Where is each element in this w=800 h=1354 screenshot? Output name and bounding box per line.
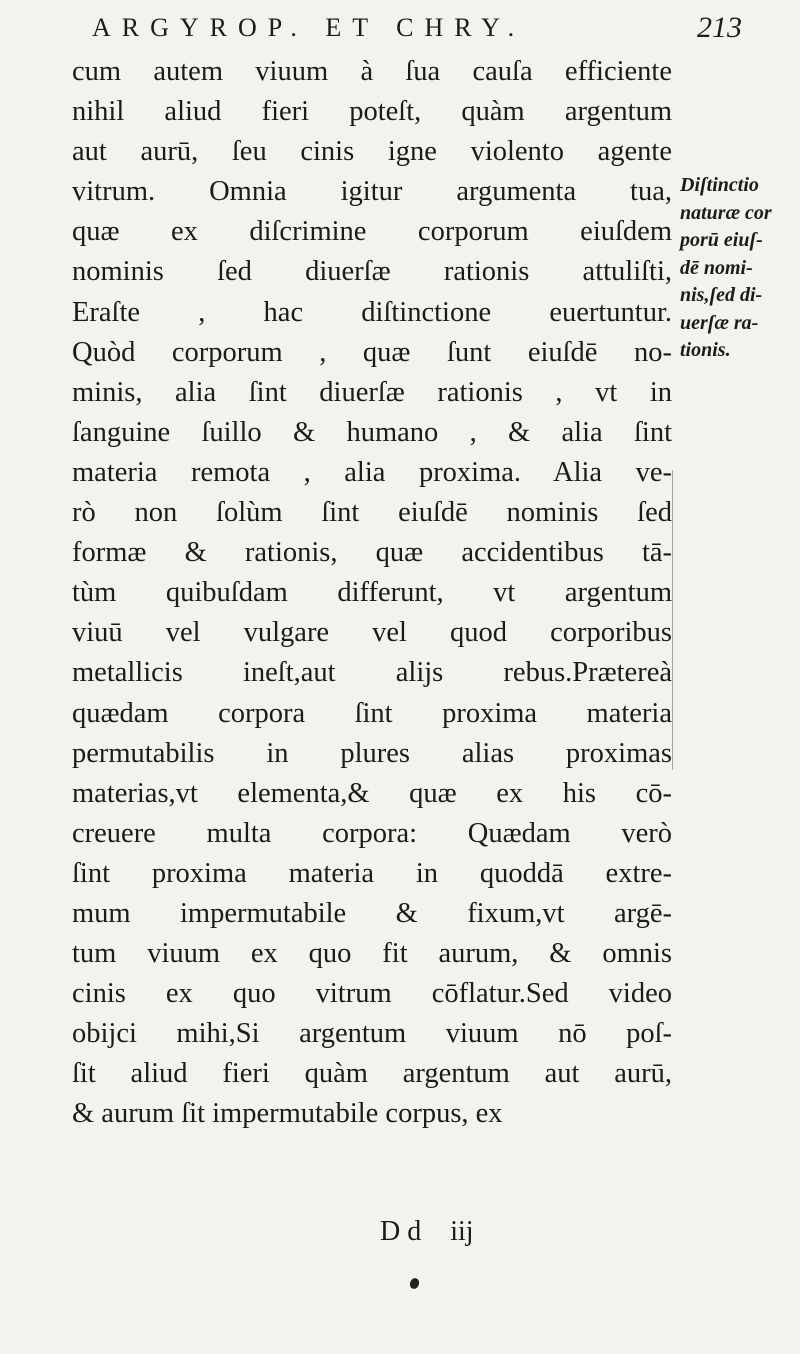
signature-catchword bbox=[380, 1212, 580, 1252]
body-text bbox=[72, 52, 672, 1135]
text-line: Eraſte , hac diſtinctione euertuntur. bbox=[72, 296, 672, 328]
text-line: nominis ſed diuerſæ rationis attuliſti, bbox=[72, 256, 672, 288]
text-line: ſint proxima materia in quoddā extre- bbox=[72, 857, 672, 889]
margin-note-line: dē nomi- bbox=[680, 256, 753, 279]
text-line: tùm quibuſdam differunt, vt argentum bbox=[72, 577, 672, 609]
ink-spot bbox=[408, 1277, 420, 1290]
signature-mark: D d bbox=[380, 1216, 422, 1247]
text-line: cinis ex quo vitrum cōflatur.Sed video bbox=[72, 978, 672, 1010]
text-line: materia remota , alia proxima. Alia ve- bbox=[72, 456, 672, 488]
leaf-number: iij bbox=[450, 1216, 474, 1247]
text-line: ſanguine ſuillo & humano , & alia ſint bbox=[72, 416, 672, 448]
text-line: ſit aliud fieri quàm argentum aut aurū, bbox=[72, 1058, 672, 1090]
margin-note-line: uerſæ ra- bbox=[680, 311, 759, 334]
text-line: rò non ſolùm ſint eiuſdē nominis ſed bbox=[72, 497, 672, 529]
text-line: aut aurū, ſeu cinis igne violento agente bbox=[72, 136, 672, 168]
margin-note bbox=[680, 172, 798, 365]
text-line: creuere multa corpora: Quædam verò bbox=[72, 817, 672, 849]
text-line: quædam corpora ſint proxima materia bbox=[72, 697, 672, 729]
text-line: formæ & rationis, quæ accidentibus tā- bbox=[72, 537, 672, 569]
margin-note-line: tionis. bbox=[680, 339, 731, 361]
margin-note-line: naturæ cor bbox=[680, 201, 772, 224]
text-line: materias,vt elementa,& quæ ex his cō- bbox=[72, 777, 672, 809]
text-line: nihil aliud fieri poteſt, quàm argentum bbox=[72, 96, 672, 128]
text-line: minis, alia ſint diuerſæ rationis , vt in bbox=[72, 376, 672, 408]
page-header bbox=[92, 10, 742, 50]
margin-note-line: porū eiuſ- bbox=[680, 229, 763, 251]
text-line: metallicis ineſt,aut alijs rebus.Prætereà bbox=[72, 657, 672, 689]
text-line: quæ ex diſcrimine corporum eiuſdem bbox=[72, 216, 672, 248]
page-number: 213 bbox=[697, 11, 742, 44]
text-line: tum viuum ex quo fit aurum, & omnis bbox=[72, 938, 672, 970]
text-line: mum impermutabile & fixum,vt argē- bbox=[72, 897, 672, 929]
text-line: & aurum ſit impermutabile corpus, ex bbox=[72, 1098, 503, 1130]
text-line: Quòd corporum , quæ ſunt eiuſdē no- bbox=[72, 336, 672, 368]
text-line: viuū vel vulgare vel quod corporibus bbox=[72, 617, 672, 649]
margin-note-line: Diſtinctio bbox=[680, 174, 759, 196]
margin-bracket bbox=[672, 470, 693, 770]
text-line: obijci mihi,Si argentum viuum nō poſ- bbox=[72, 1018, 672, 1050]
margin-note-line: nis,ſed di- bbox=[680, 284, 763, 306]
text-line: vitrum. Omnia igitur argumenta tua, bbox=[72, 176, 672, 208]
text-line: permutabilis in plures alias proximas bbox=[72, 737, 672, 769]
running-head: ARGYROP. ET CHRY. bbox=[92, 13, 526, 42]
text-line: cum autem viuum à ſua cauſa efficiente bbox=[72, 56, 672, 87]
